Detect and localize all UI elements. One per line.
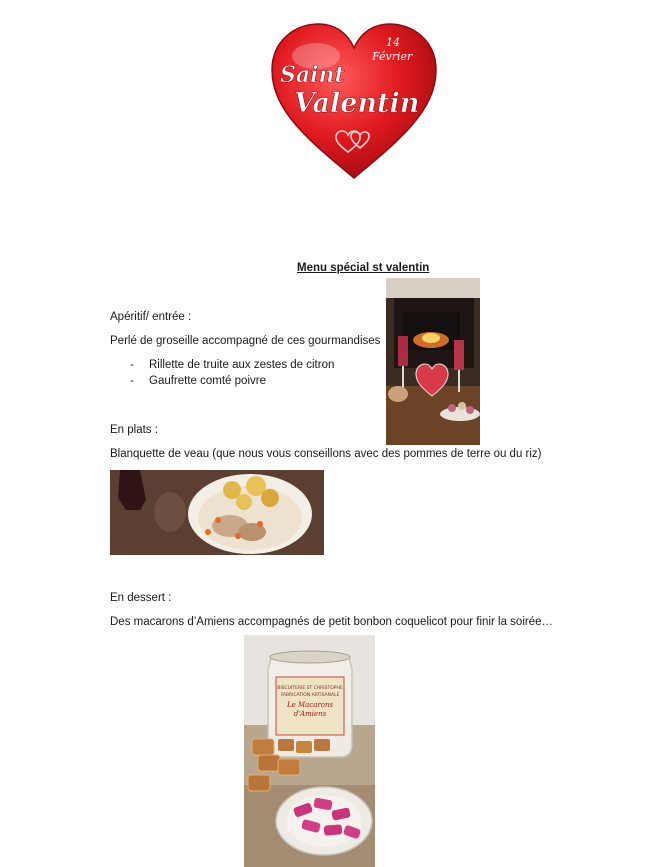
dessert-description: Des macarons d’Amiens accompagnés de petit bonbon coquelicot pour finir la soirée…: [110, 616, 553, 628]
bullet-dash: -: [130, 359, 134, 371]
blanquette-photo: [110, 470, 324, 555]
plats-heading: En plats :: [110, 424, 158, 436]
macarons-photo: [244, 635, 375, 867]
aperitif-photo: [386, 278, 480, 445]
aperitif-description: Perlé de groseille accompagné de ces gourmandises: [110, 335, 381, 347]
wine-glass-icon: [454, 340, 464, 370]
list-item: [130, 374, 266, 388]
bullet-dash: -: [130, 375, 134, 387]
plats-description: Blanquette de veau (que nous vous conseillons avec des pommes de terre ou du riz): [110, 448, 542, 460]
logo-date-month: Février: [372, 50, 413, 63]
logo-valentin: Valentin: [294, 88, 420, 119]
aperitif-heading: Apéritif/ entrée :: [110, 311, 192, 323]
wine-glass-icon: [398, 336, 408, 366]
saint-valentin-heart-logo: [268, 22, 440, 182]
jar-label-line2: FABRICATION ARTISANALE: [280, 693, 340, 698]
aperitif-item-rillette: Rillette de truite aux zestes de citron: [149, 359, 335, 371]
dessert-heading: En dessert :: [110, 592, 172, 604]
aperitif-item-gaufrette: Gaufrette comté poivre: [149, 375, 266, 387]
jar-label-line1: BISCUITERIE ST CHRISTOPHE: [277, 686, 343, 691]
menu-title: Menu spécial st valentin: [297, 262, 430, 274]
logo-saint: Saint: [280, 62, 345, 88]
jar-label-line3: Le Macarons: [286, 701, 334, 709]
list-item: [130, 358, 335, 372]
jar-label-line4: d'Amiens: [293, 710, 327, 718]
logo-date-day: 14: [386, 36, 400, 49]
